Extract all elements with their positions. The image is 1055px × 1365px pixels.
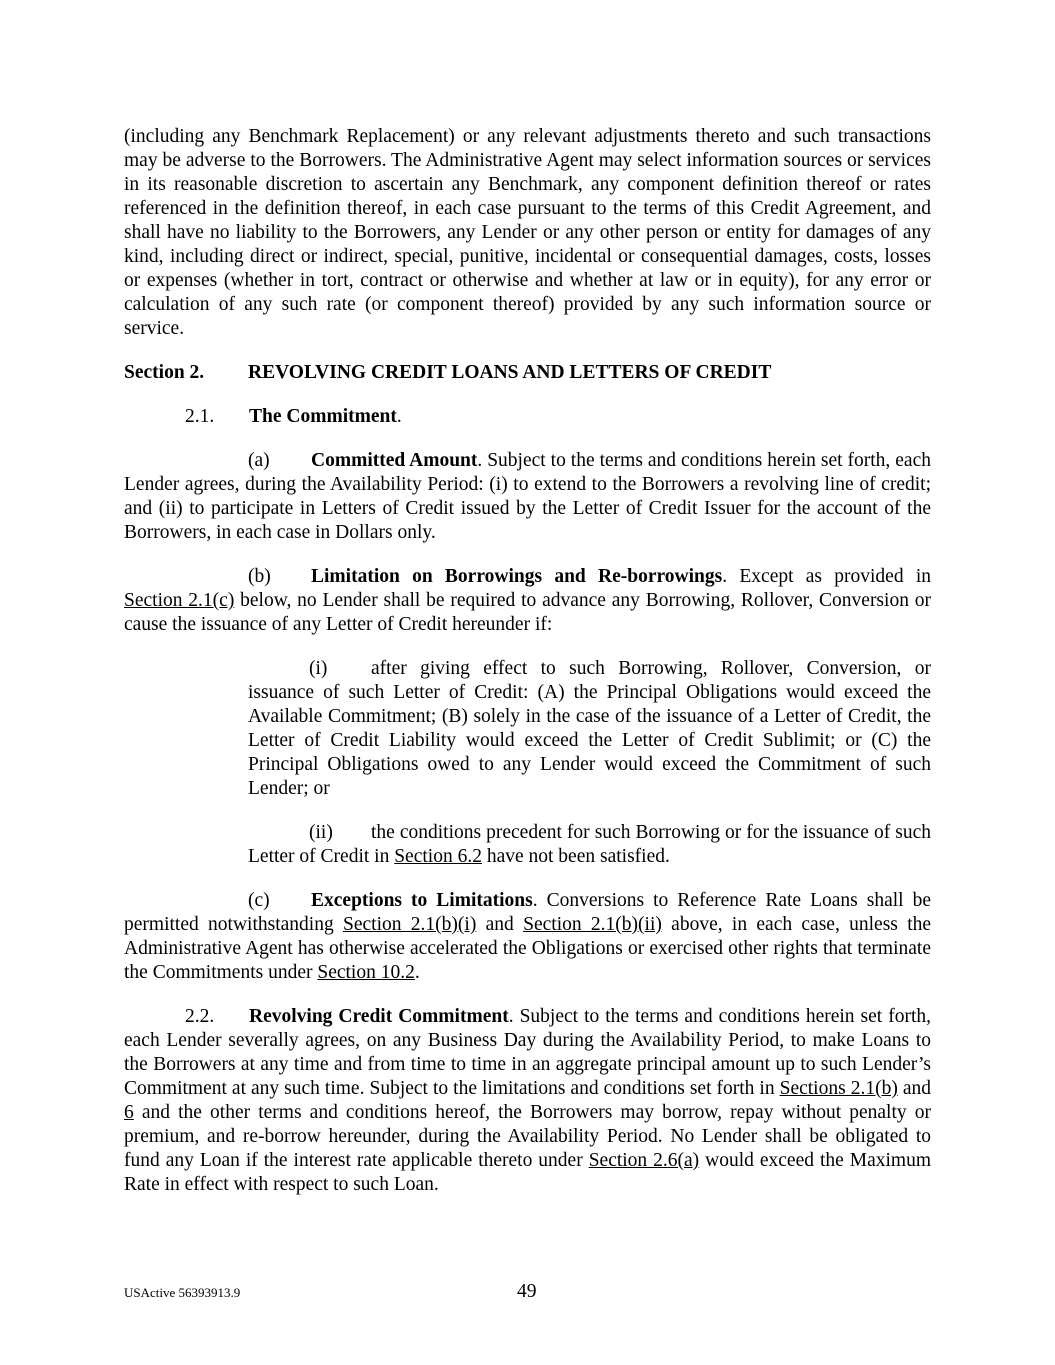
clause-text: . Except as provided in	[722, 566, 931, 587]
clause-heading: Committed Amount	[311, 450, 478, 471]
paragraph-text: and the other terms and conditions hereof, the Borrowers may borrow, repay without penalty or premium, and re-borrow hereunder, during the Availability Period. No Lender shall be obligated to fund any Loan if the interest rate applicable thereto under	[124, 1102, 931, 1171]
cross-reference-link[interactable]: Section 2.1(c)	[124, 590, 235, 611]
cross-reference-link[interactable]: Section 2.1(b)(i)	[343, 914, 477, 935]
clause-text: after giving effect to such Borrowing, Rollover, Conversion, or issuance of such Letter of Credit: (A) the Principal Obligations would exceed the Available Commitment; (B) solely in the case of the issuance of a Letter of Credit, the Letter of Credit Liability would exceed the Letter of Credit Sublimit; or (C) the Principal Obligations owed to any Lender would exceed the Commitment of such Lender; or	[248, 658, 931, 799]
clause-a-paragraph	[124, 449, 931, 545]
cross-reference-link[interactable]: Sections 2.1(b)	[779, 1078, 898, 1099]
clause-text: and	[476, 914, 524, 935]
clause-text: above, in each case, unless the Administrative Agent has otherwise accelerated the Obligations or exercised other rights that terminate the Commitments under	[124, 914, 932, 983]
clause-text: the conditions precedent for such Borrowing or for the issuance of such Letter of Credit in	[248, 822, 931, 867]
page-number: 49	[517, 1281, 537, 1302]
subsection-2-1-heading	[124, 405, 931, 429]
clause-label: (b)	[248, 566, 271, 587]
subsection-title-period: .	[396, 406, 402, 427]
cross-reference-link[interactable]: Section 2.1(b)(ii)	[523, 914, 662, 935]
cross-reference-link[interactable]: Section 6.2	[394, 846, 482, 867]
paragraph-text: and	[897, 1078, 931, 1099]
clause-text: below, no Lender shall be required to advance any Borrowing, Rollover, Conversion or cause the issuance of any Letter of Credit hereunder if:	[124, 590, 931, 635]
paragraph-text: . Subject to the terms and conditions herein set forth, each Lender severally agrees, on any Business Day during the Availability Period, to make Loans to the Borrowers at any time and from time to time in an aggregate principal amount up to such Lender’s Commitment at any such time. Subject to the limitations and conditions set forth in	[124, 1006, 931, 1099]
section-title: REVOLVING CREDIT LOANS AND LETTERS OF CREDIT	[248, 362, 772, 383]
intro-paragraph: (including any Benchmark Replacement) or any relevant adjustments thereto and such transactions may be adverse to the Borrowers. The Administrative Agent may select information sources or services in its reasonable discretion to ascertain any Benchmark, any component definition thereof or rates referenced in the definition thereof, in each case pursuant to the terms of this Credit Agreement, and shall have no liability to the Borrowers, any Lender or any other person or entity for damages of any kind, including direct or indirect, special, punitive, incidental or consequential damages, costs, losses or expenses (whether in tort, contract or otherwise and whether at law or in equity), for any error or calculation of any such rate (or component thereof) provided by any such information source or service.	[124, 126, 931, 339]
section-number: Section 2.	[124, 362, 205, 383]
subsection-title: The Commitment	[249, 406, 397, 427]
clause-text: . Subject to the terms and conditions herein set forth, each Lender agrees, during the Availability Period: (i) to extend to the Borrowers a revolving line of credit; and (ii) to participate in Letters of Credit issued by the Letter of Credit Issuer for the account of the Borrowers, in each case in Dollars only.	[124, 450, 931, 543]
clause-text: . Conversions to Reference Rate Loans shall be permitted notwithstanding	[124, 890, 931, 935]
clause-b-ii-paragraph	[248, 821, 931, 869]
cross-reference-link[interactable]: Section 10.2	[317, 962, 415, 983]
subsection-2-2-paragraph	[124, 1005, 931, 1197]
clause-heading: Limitation on Borrowings and Re-borrowings	[311, 566, 723, 587]
subsection-heading: Revolving Credit Commitment	[249, 1006, 509, 1027]
clause-label: (c)	[248, 890, 270, 911]
clause-text: .	[414, 962, 420, 983]
clause-label: (a)	[248, 450, 270, 471]
subsection-number: 2.1.	[185, 406, 215, 427]
paragraph-text: would exceed the Maximum Rate in effect with respect to such Loan.	[124, 1150, 931, 1195]
clause-b-paragraph	[124, 565, 931, 637]
document-body	[124, 125, 931, 1197]
clause-label: (i)	[309, 658, 328, 679]
document-id-footer: USActive 56393913.9	[124, 1285, 241, 1300]
clause-label: (ii)	[309, 822, 333, 843]
clause-heading: Exceptions to Limitations	[311, 890, 533, 911]
section-2-heading	[124, 361, 931, 385]
cross-reference-link[interactable]: 6	[124, 1102, 134, 1123]
clause-c-paragraph	[124, 889, 931, 985]
subsection-number: 2.2.	[185, 1006, 215, 1027]
clause-text: have not been satisfied.	[481, 846, 670, 867]
clause-b-i-paragraph	[248, 657, 931, 801]
cross-reference-link[interactable]: Section 2.6(a)	[588, 1150, 700, 1171]
